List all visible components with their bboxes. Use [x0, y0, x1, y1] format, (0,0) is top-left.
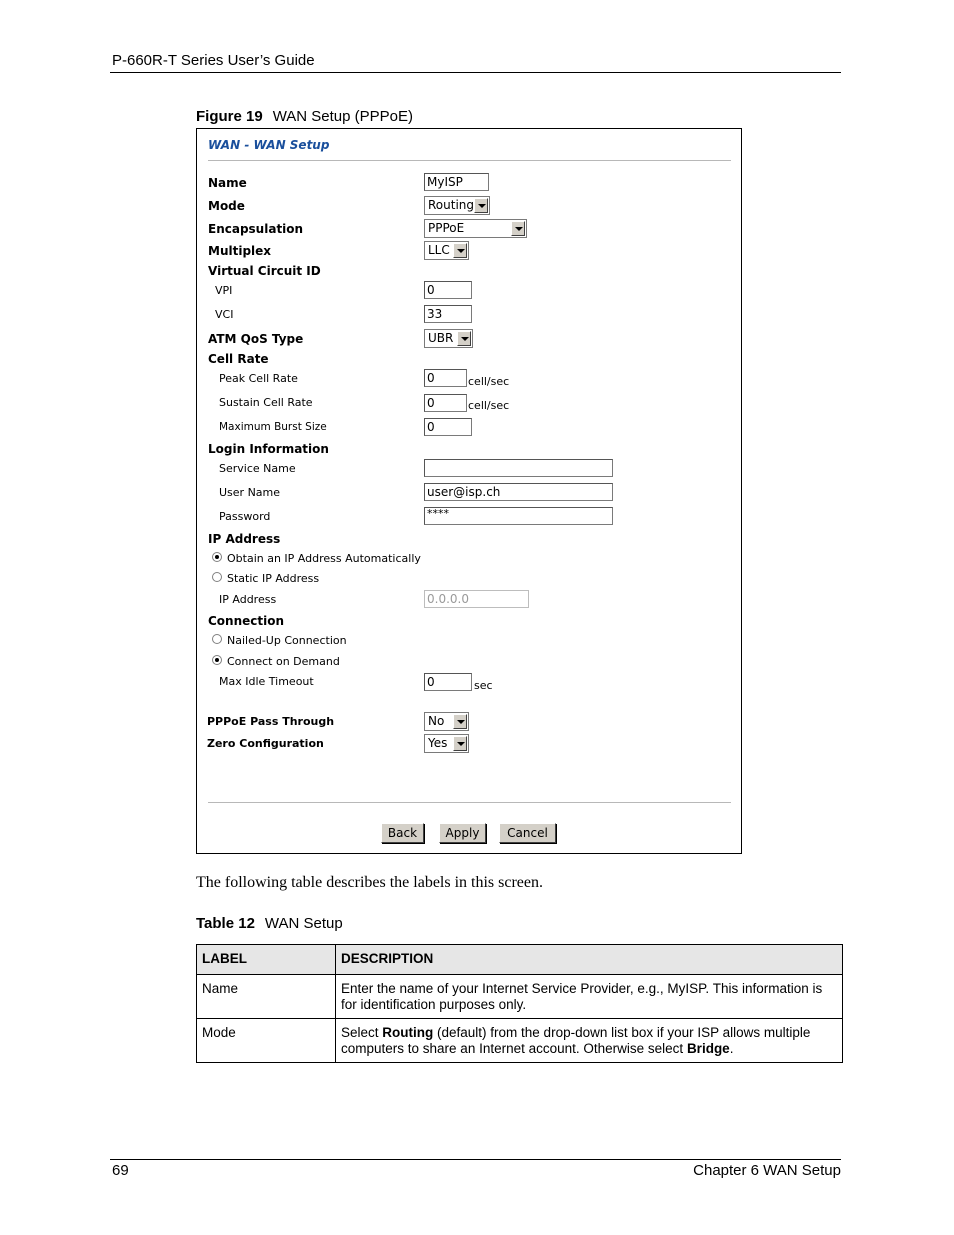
vci-label: VCI [215, 308, 234, 321]
service-name-input[interactable] [424, 459, 613, 477]
pppoe-pass-through-label: PPPoE Pass Through [207, 715, 335, 728]
table-header-row [197, 945, 843, 975]
password-label: Password [219, 510, 271, 523]
ip-address-input[interactable]: 0.0.0.0 [424, 590, 529, 608]
service-name-label: Service Name [219, 462, 296, 475]
row-description [336, 1019, 843, 1063]
row-label: Name [197, 975, 336, 1019]
max-idle-timeout-input[interactable]: 0 [424, 673, 472, 691]
intro-paragraph: The following table describes the labels in this screen. [196, 874, 544, 891]
sustain-cell-rate-label: Sustain Cell Rate [219, 396, 313, 409]
mode-value: Routing [428, 198, 475, 212]
row-label: Mode [197, 1019, 336, 1063]
desc-text: . [729, 1041, 734, 1056]
page-number: 69 [112, 1162, 129, 1179]
chevron-down-icon [453, 714, 467, 729]
connect-on-demand-radio[interactable] [212, 655, 222, 665]
row-description: Enter the name of your Internet Service Provider, e.g., MyISP. This information is for identification purposes only. [336, 975, 843, 1019]
desc-text: (default) from the drop-down list box if your ISP allows multiple computers to share an Internet account. Otherwise select [341, 1025, 811, 1056]
ip-address-section-label: IP Address [208, 532, 281, 546]
table-title: WAN Setup [264, 915, 343, 932]
connect-on-demand-label: Connect on Demand [227, 655, 340, 668]
chevron-down-icon [453, 243, 467, 258]
max-burst-size-input[interactable]: 0 [424, 418, 472, 436]
atm-qos-select[interactable] [424, 329, 473, 348]
vpi-label: VPI [215, 284, 233, 297]
name-input[interactable]: MyISP [424, 173, 489, 191]
cancel-button[interactable]: Cancel [499, 823, 556, 843]
atm-qos-value: UBR [428, 331, 454, 345]
chapter-title: Chapter 6 WAN Setup [693, 1162, 841, 1179]
zero-config-select[interactable] [424, 734, 469, 753]
vci-input[interactable]: 33 [424, 305, 472, 323]
description-table [196, 944, 843, 1063]
figure-number: Figure 19 [196, 108, 263, 125]
sustain-cell-rate-input[interactable]: 0 [424, 394, 467, 412]
sustain-cell-rate-unit: cell/sec [468, 399, 510, 412]
screen-title: WAN - WAN Setup [208, 138, 330, 152]
encapsulation-select[interactable] [424, 219, 527, 238]
chevron-down-icon [457, 331, 471, 346]
nailed-up-label: Nailed-Up Connection [227, 634, 347, 647]
desc-bold-bridge: Bridge [686, 1041, 730, 1056]
ip-address-label: IP Address [219, 593, 277, 606]
table-caption [196, 915, 343, 932]
column-header-description: DESCRIPTION [336, 945, 843, 975]
mode-select[interactable] [424, 196, 490, 215]
table-row [197, 1019, 843, 1063]
static-ip-label: Static IP Address [227, 572, 320, 585]
footer-rule [110, 1159, 841, 1160]
vpi-input[interactable]: 0 [424, 281, 472, 299]
multiplex-select[interactable] [424, 241, 469, 260]
table-row [197, 975, 843, 1019]
apply-button[interactable]: Apply [439, 823, 486, 843]
header-rule [110, 72, 841, 73]
table-number: Table 12 [196, 915, 255, 932]
pppoe-pass-through-select[interactable] [424, 712, 469, 731]
max-idle-timeout-unit: sec [474, 679, 493, 692]
name-label: Name [208, 176, 247, 190]
obtain-auto-label: Obtain an IP Address Automatically [227, 552, 421, 565]
user-name-label: User Name [219, 486, 281, 499]
chevron-down-icon [474, 198, 488, 213]
figure-caption [196, 108, 413, 125]
password-input[interactable]: **** [424, 507, 613, 525]
mode-label: Mode [208, 199, 245, 213]
multiplex-label: Multiplex [208, 244, 272, 258]
zero-config-label: Zero Configuration [207, 737, 324, 750]
pppoe-pass-through-value: No [428, 714, 445, 728]
static-ip-radio[interactable] [212, 572, 222, 582]
encapsulation-label: Encapsulation [208, 222, 304, 236]
screen-top-rule [208, 160, 731, 161]
max-idle-timeout-label: Max Idle Timeout [219, 675, 314, 688]
vcid-label: Virtual Circuit ID [208, 264, 321, 278]
user-name-input[interactable]: user@isp.ch [424, 483, 613, 501]
nailed-up-radio[interactable] [212, 634, 222, 644]
zero-config-value: Yes [428, 736, 448, 750]
multiplex-value: LLC [428, 243, 450, 257]
desc-text: Select [341, 1025, 383, 1040]
desc-bold-routing: Routing [382, 1025, 434, 1040]
chevron-down-icon [453, 736, 467, 751]
screen-bottom-rule [208, 802, 731, 803]
peak-cell-rate-label: Peak Cell Rate [219, 372, 298, 385]
running-header: P-660R-T Series User’s Guide [112, 52, 315, 69]
login-info-label: Login Information [208, 442, 329, 456]
cell-rate-label: Cell Rate [208, 352, 269, 366]
figure-title: WAN Setup (PPPoE) [272, 108, 414, 125]
back-button[interactable]: Back [381, 823, 424, 843]
peak-cell-rate-input[interactable]: 0 [424, 369, 467, 387]
max-burst-size-label: Maximum Burst Size [219, 421, 327, 433]
column-header-label: LABEL [197, 945, 336, 975]
atm-qos-label: ATM QoS Type [208, 332, 304, 346]
encapsulation-value: PPPoE [428, 221, 465, 235]
chevron-down-icon [511, 221, 525, 236]
connection-label: Connection [208, 614, 285, 628]
obtain-auto-radio[interactable] [212, 552, 222, 562]
peak-cell-rate-unit: cell/sec [468, 375, 510, 388]
